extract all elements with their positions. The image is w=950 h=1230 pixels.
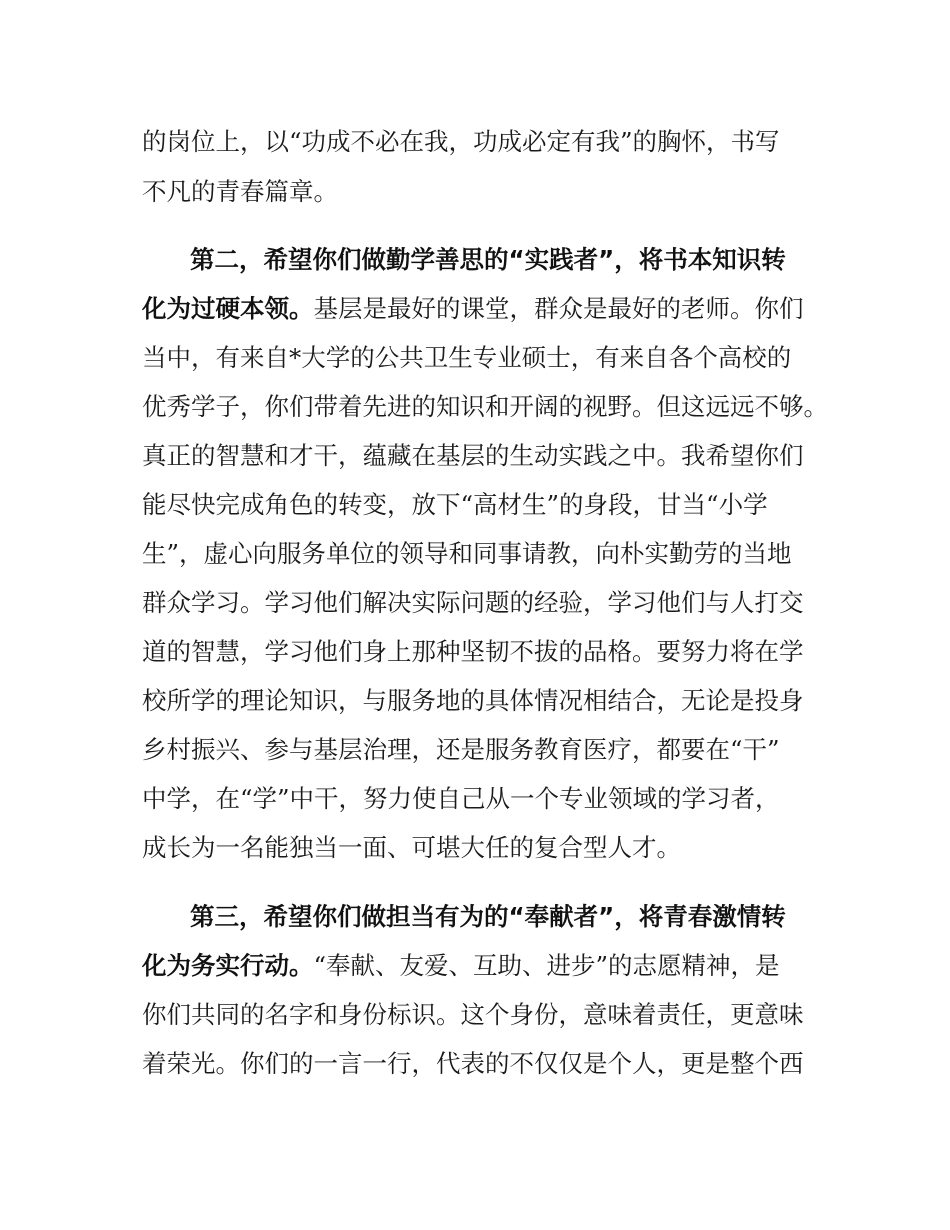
paragraph-1-line-1: 的岗位上，以“功成不必在我，功成必定有我”的胸怀，书写 <box>142 127 780 156</box>
paragraph-2-line-11: 乡村振兴、参与基层治理，还是服务教育医疗，都要在“干” <box>142 735 780 764</box>
paragraph-2-heading-line-2: 化为过硬本领。 <box>142 294 314 323</box>
paragraph-2-line-9: 道的智慧，学习他们身上那种坚韧不拔的品格。要努力将在学 <box>142 637 804 666</box>
paragraph-2-line-3: 当中，有来自*大学的公共卫生专业硕士，有来自各个高校的 <box>142 343 792 372</box>
paragraph-2-line-6: 能尽快完成角色的转变，放下“高材生”的身段，甘当“小学 <box>142 490 768 519</box>
paragraph-2-line-12: 中学，在“学”中干，努力使自己从一个专业领域的学习者， <box>142 784 780 813</box>
paragraph-2-line-8: 群众学习。学习他们解决实际问题的经验，学习他们与人打交 <box>142 588 804 617</box>
paragraph-3-line-2-rest: “奉献、友爱、互助、进步”的志愿精神，是 <box>313 951 780 980</box>
paragraph-3-heading-line-1: 第三，希望你们做担当有为的“奉献者”，将青春激情转 <box>190 902 786 931</box>
paragraph-1-line-2: 不凡的青春篇章。 <box>142 177 338 206</box>
paragraph-2-line-10: 校所学的理论知识，与服务地的具体情况相结合，无论是投身 <box>142 686 804 715</box>
paragraph-2-line-13: 成长为一名能独当一面、可堪大任的复合型人才。 <box>142 833 681 862</box>
paragraph-2-line-2 <box>142 285 804 333</box>
paragraph-2-line-7: 生”，虚心向服务单位的领导和同事请教，向朴实勤劳的当地 <box>142 539 792 568</box>
paragraph-3-line-3: 你们共同的名字和身份标识。这个身份，意味着责任，更意味 <box>142 1000 804 1029</box>
paragraph-2-line-2-rest: 基层是最好的课堂，群众是最好的老师。你们 <box>313 294 804 323</box>
paragraph-3-line-2 <box>142 942 780 990</box>
paragraph-2-line-5: 真正的智慧和才干，蕴藏在基层的生动实践之中。我希望你们 <box>142 441 804 470</box>
paragraph-3-line-4: 着荣光。你们的一言一行，代表的不仅仅是个人，更是整个西 <box>142 1049 804 1078</box>
paragraph-2-heading-line-1: 第二，希望你们做勤学善思的“实践者”，将书本知识转 <box>190 245 786 274</box>
paragraph-2-line-4: 优秀学子，你们带着先进的知识和开阔的视野。但这远远不够。 <box>142 392 828 421</box>
paragraph-3-heading-line-2: 化为务实行动。 <box>142 951 314 980</box>
